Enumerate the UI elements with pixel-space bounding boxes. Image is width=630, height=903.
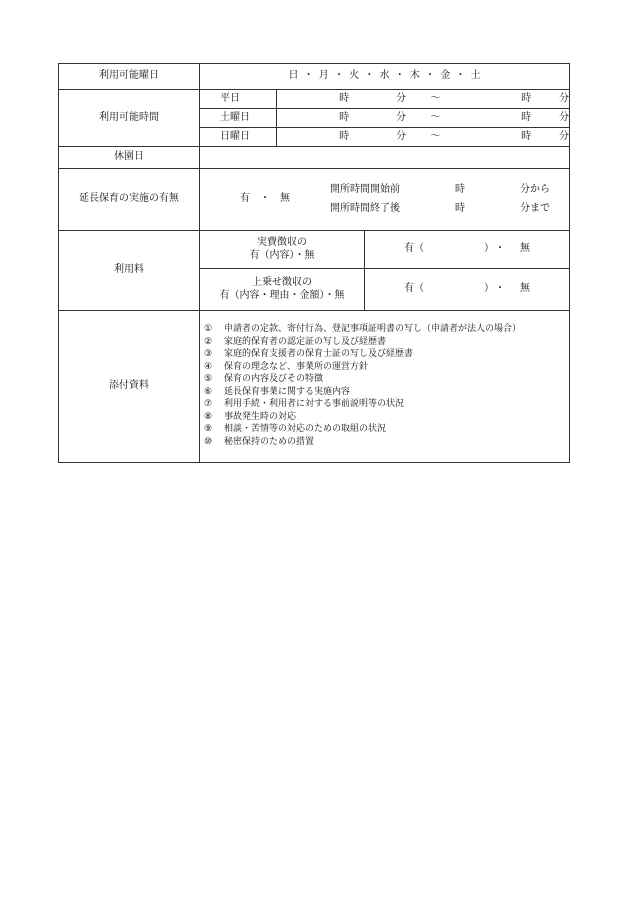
hours-time-row[interactable] bbox=[277, 90, 570, 109]
attachment-number: ⑨ bbox=[204, 424, 213, 434]
attachment-text: 家庭的保育者の認定証の写し及び経歴書 bbox=[224, 336, 387, 347]
fees-label: 利用料 bbox=[59, 231, 200, 311]
fee-desc-line2: 有（内容・理由・金額）・無 bbox=[219, 289, 345, 301]
fee-dot: ・ bbox=[495, 283, 506, 295]
attachment-item bbox=[204, 387, 569, 400]
hour-unit: 時 bbox=[521, 111, 532, 123]
fee-description bbox=[200, 231, 365, 269]
hour-unit: 時 bbox=[455, 184, 465, 195]
hour-unit: 時 bbox=[339, 130, 350, 142]
available-days-label: 利用可能曜日 bbox=[59, 64, 200, 90]
attachment-item bbox=[204, 437, 569, 450]
attachment-text: 秘密保持のための措置 bbox=[224, 436, 315, 447]
hour-unit: 時 bbox=[339, 111, 350, 123]
minute-unit: 分 bbox=[395, 130, 406, 142]
attachment-text: 家庭的保育支援者の保育士証の写し及び経歴書 bbox=[224, 349, 414, 359]
attachments-label: 添付資料 bbox=[59, 311, 200, 463]
attachment-number: ① bbox=[204, 324, 213, 334]
attachment-number: ④ bbox=[204, 361, 213, 372]
fee-no: 無 bbox=[520, 243, 531, 255]
attachment-text: 保育の理念など、事業所の運営方針 bbox=[224, 361, 369, 372]
hours-time-row[interactable] bbox=[277, 128, 570, 147]
range-tilde: 〜 bbox=[430, 111, 441, 123]
hours-day-label: 日曜日 bbox=[200, 128, 277, 147]
minute-from-unit: 分から bbox=[520, 184, 550, 195]
minute-unit: 分 bbox=[395, 111, 406, 123]
available-days-value[interactable]: 日 ・ 月 ・ 火 ・ 水 ・ 木 ・ 金 ・ 土 bbox=[200, 64, 570, 90]
attachment-text: 相談・苦情等の対応のための取組の状況 bbox=[224, 424, 387, 434]
closed-days-value[interactable] bbox=[200, 147, 570, 169]
fee-paren-close: ） bbox=[484, 243, 495, 255]
fee-dot: ・ bbox=[495, 243, 506, 255]
range-tilde: 〜 bbox=[430, 130, 441, 142]
attachment-item bbox=[204, 424, 569, 437]
range-tilde: 〜 bbox=[430, 92, 441, 104]
attachment-text: 保育の内容及びその特徴 bbox=[224, 374, 324, 384]
fee-desc-line1: 上乗せ徴収の bbox=[252, 277, 312, 288]
minute-until-unit: 分まで bbox=[520, 202, 550, 214]
minute-unit: 分 bbox=[559, 92, 570, 104]
fee-yes-open: 有（ bbox=[404, 243, 425, 255]
attachment-item bbox=[204, 412, 569, 425]
minute-unit: 分 bbox=[395, 92, 406, 104]
attachment-text: 申請者の定款、寄付行為、登記事項証明書の写し（申請者が法人の場合） bbox=[224, 324, 522, 334]
before-opening-label: 開所時間開始前 bbox=[330, 184, 400, 195]
attachment-number: ⑥ bbox=[204, 386, 213, 397]
after-closing-label: 開所時間終了後 bbox=[330, 202, 400, 214]
fee-paren-close: ） bbox=[484, 283, 495, 295]
available-hours-label: 利用可能時間 bbox=[59, 90, 200, 147]
attachment-text: 事故発生時の対応 bbox=[224, 411, 297, 422]
attachments-list-cell bbox=[200, 311, 570, 463]
attachment-number: ⑦ bbox=[204, 399, 213, 409]
attachment-number: ⑤ bbox=[204, 374, 213, 384]
minute-unit: 分 bbox=[559, 130, 570, 142]
attachment-text: 利用手続・利用者に対する事前説明等の状況 bbox=[224, 399, 405, 409]
hour-unit: 時 bbox=[339, 92, 350, 104]
attachments-list bbox=[200, 321, 569, 452]
attachment-number: ⑩ bbox=[204, 436, 213, 447]
hour-unit: 時 bbox=[455, 202, 465, 214]
attachment-text: 延長保育事業に関する実施内容 bbox=[224, 386, 351, 397]
attachment-item bbox=[204, 349, 569, 362]
hours-day-label: 土曜日 bbox=[200, 109, 277, 128]
hour-unit: 時 bbox=[521, 92, 532, 104]
attachment-number: ② bbox=[204, 336, 213, 347]
fee-yes-open: 有（ bbox=[404, 283, 425, 295]
extended-care-cell[interactable] bbox=[200, 169, 570, 231]
closed-days-label: 休園日 bbox=[59, 147, 200, 169]
attachment-number: ⑧ bbox=[204, 411, 213, 422]
fee-no: 無 bbox=[520, 283, 531, 295]
hours-time-row[interactable] bbox=[277, 109, 570, 128]
extended-care-yes-no[interactable]: 有 ・ 無 bbox=[240, 193, 290, 205]
fee-desc-line2: 有（内容）・無 bbox=[249, 249, 315, 261]
fee-value-cell[interactable] bbox=[365, 269, 570, 311]
attachment-item bbox=[204, 399, 569, 412]
extended-care-label: 延長保育の実施の有無 bbox=[59, 169, 200, 231]
attachment-item bbox=[204, 374, 569, 387]
hour-unit: 時 bbox=[521, 130, 532, 142]
application-form-table bbox=[58, 63, 570, 463]
minute-unit: 分 bbox=[559, 111, 570, 123]
attachment-item bbox=[204, 362, 569, 375]
hours-day-label: 平日 bbox=[200, 90, 277, 109]
fee-value-cell[interactable] bbox=[365, 231, 570, 269]
attachment-number: ③ bbox=[204, 349, 213, 359]
attachment-item bbox=[204, 337, 569, 350]
fee-description bbox=[200, 269, 365, 311]
fee-desc-line1: 実費徴収の bbox=[257, 237, 307, 248]
attachment-item bbox=[204, 324, 569, 337]
